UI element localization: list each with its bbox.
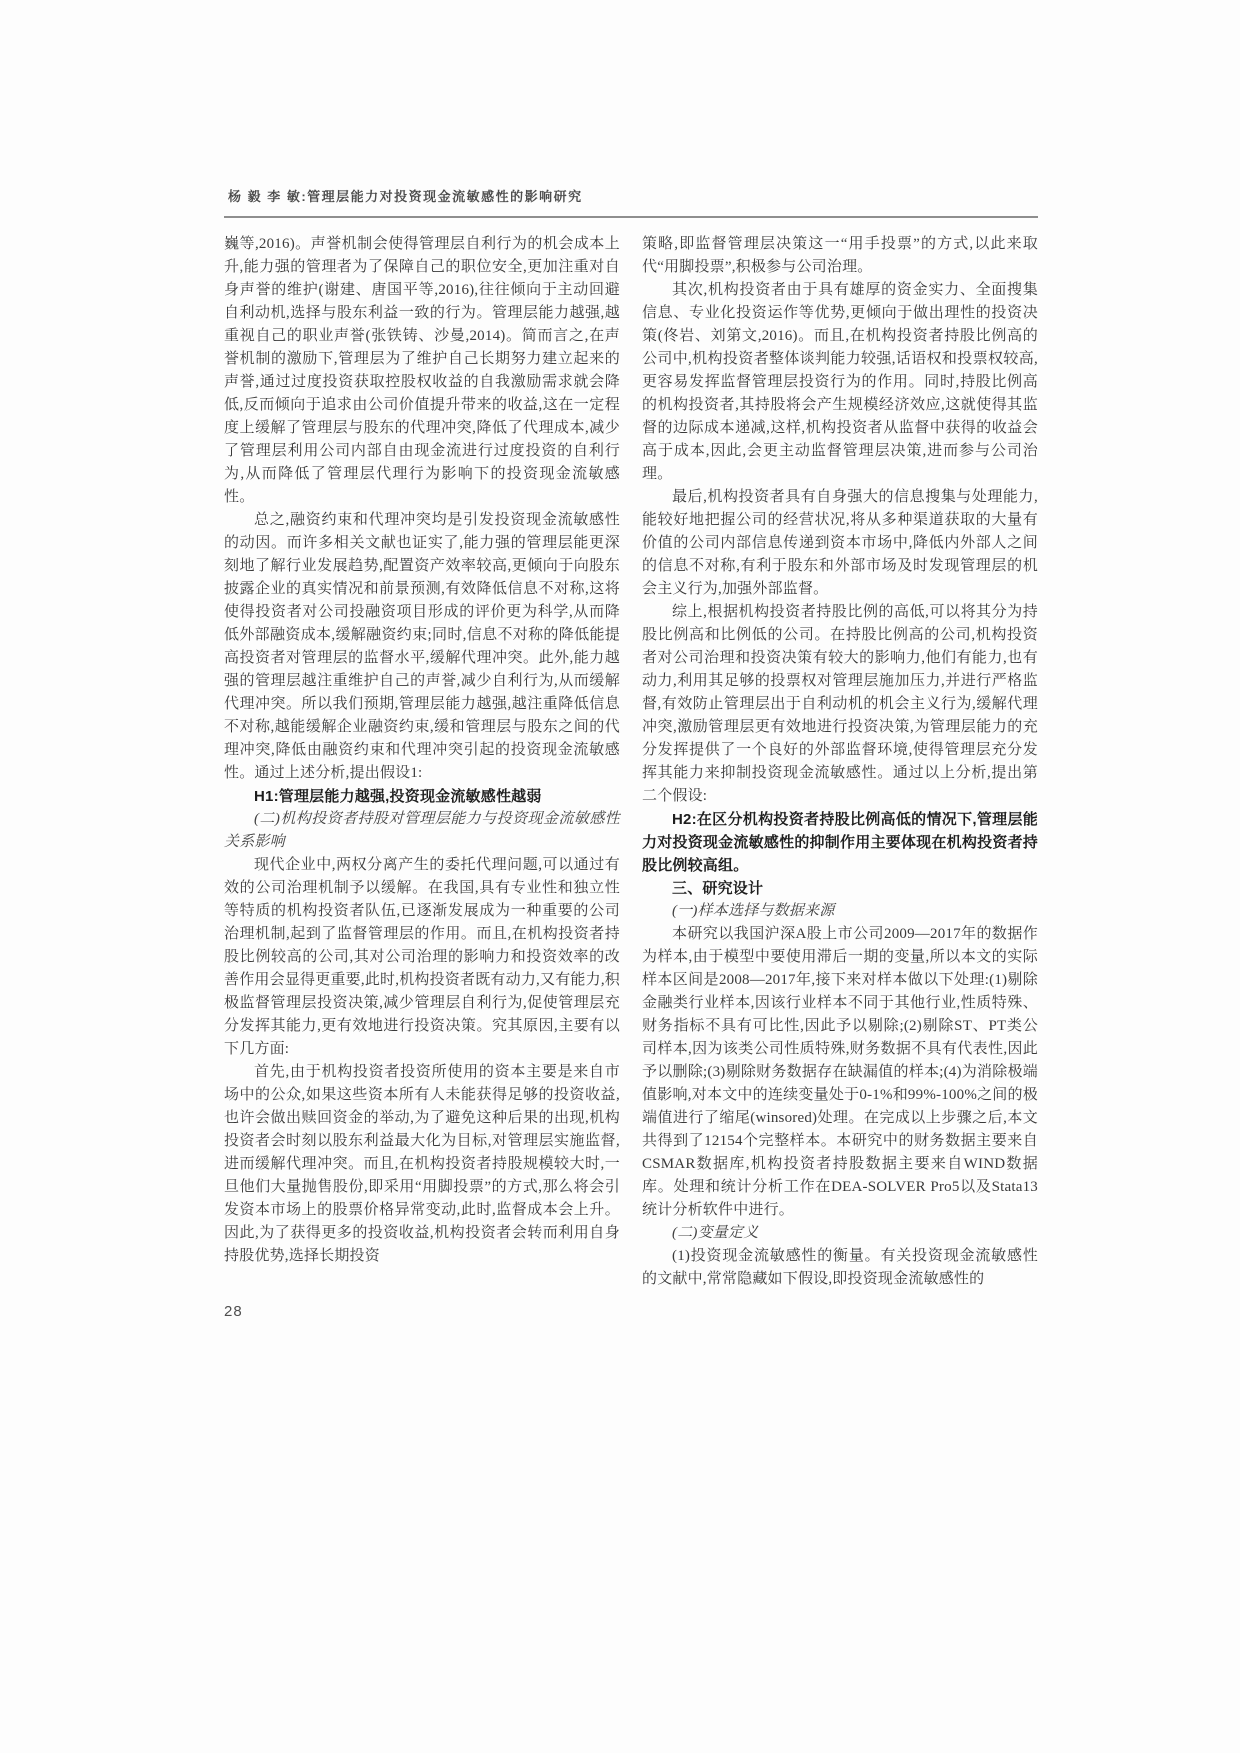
paragraph-first-reason: 首先,由于机构投资者投资所使用的资本主要是来自市场中的公众,如果这些资本所有人未能获得足够的投资收益,也许会做出赎回资金的举动,为了避免这种后果的出现,机构投资者会时刻以股东利益最大化为目标,对管理层实施监督,进而缓解代理冲突。而且,在机构投资者持股规模较大时,一旦他们大量抛售股份,即采用“用脚投票”的方式,那么将会引发资本市场上的股票价格异常变动,此时,监督成本会上升。因此,为了获得更多的投资收益,机构投资者会转而利用自身持股优势,选择长期投资 <box>224 1064 620 1264</box>
page-number: 28 <box>224 1303 243 1320</box>
paragraph-second-reason: 其次,机构投资者由于具有雄厚的资金实力、全面搜集信息、专业化投资运作等优势,更倾向于做出理性的投资决策(佟岩、刘第文,2016)。而且,在机构投资者持股比例高的公司中,机构投资者整体谈判能力较强,话语权和投票权较高,更容易发挥监督管理层投资行为的作用。同时,持股比例高的机构投资者,其持股将会产生规模经济效应,这就使得其监督的边际成本递减,这样,机构投资者从监督中获得的收益会高于成本,因此,会更主动监督管理层决策,进而参与公司治理。 <box>642 282 1038 482</box>
paragraph-conclusion-holding-ratio: 综上,根据机构投资者持股比例的高低,可以将其分为持股比例高和比例低的公司。在持股比例高的公司,机构投资者对公司治理和投资决策有较大的影响力,他们有能力,也有动力,利用其足够的投票权对管理层施加压力,并进行严格监督,有效防止管理层出于自利动机的机会主义行为,缓解代理冲突,激励管理层更有效地进行投资决策,为管理层能力的充分发挥提供了一个良好的外部监督环境,使得管理层充分发挥其能力来抑制投资现金流敏感性。通过以上分析,提出第二个假设: <box>642 604 1038 804</box>
section-heading-research-design: 三、研究设计 <box>672 880 764 897</box>
hypothesis-h1: H1:管理层能力越强,投资现金流敏感性越弱 <box>254 788 542 805</box>
left-column <box>224 233 620 1291</box>
article-columns <box>224 233 1038 1291</box>
paragraph-summary-financing-agency: 总之,融资约束和代理冲突均是引发投资现金流敏感性的动因。而许多相关文献也证实了,能力强的管理层能更深刻地了解行业发展趋势,配置资产效率较高,更倾向于向股东披露企业的真实情况和前景预测,有效降低信息不对称,这将使得投资者对公司投融资项目形成的评价更为科学,从而降低外部融资成本,缓解融资约束;同时,信息不对称的降低能提高投资者对管理层的监督水平,缓解代理冲突。此外,能力越强的管理层越注重维护自己的声誉,减少自利行为,从而缓解代理冲突。所以我们预期,管理层能力越强,越注重降低信息不对称,越能缓解企业融资约束,缓和管理层与股东之间的代理冲突,降低由融资约束和代理冲突引起的投资现金流敏感性。通过上述分析,提出假设1: <box>224 512 620 781</box>
paragraph-modern-firms: 现代企业中,两权分离产生的委托代理问题,可以通过有效的公司治理机制予以缓解。在我国,具有专业性和独立性等特质的机构投资者队伍,已逐渐发展成为一种重要的公司治理机制,起到了监督管理层的作用。而且,在机构投资者持股比例较高的公司,其对公司治理的影响力和投资效率的改善作用会显得更重要,此时,机构投资者既有动力,又有能力,积极监督管理层投资决策,减少管理层自利行为,促使管理层充分发挥其能力,更有效地进行投资决策。究其原因,主要有以下几方面: <box>224 857 620 1057</box>
paragraph-icfs-measure: (1)投资现金流敏感性的衡量。有关投资现金流敏感性的文献中,常常隐藏如下假设,即投资现金流敏感性的 <box>642 1248 1038 1287</box>
hypothesis-h2: H2:在区分机构投资者持股比例高低的情况下,管理层能力对投资现金流敏感性的抑制作用主要体现在机构投资者持股比例较高组。 <box>642 811 1038 874</box>
running-header: 杨 毅 李 敏:管理层能力对投资现金流敏感性的影响研究 <box>228 189 583 204</box>
header-rule-divider <box>224 216 1038 218</box>
subheading-variable-definition: (二)变量定义 <box>672 1225 759 1241</box>
paragraph-sample-selection: 本研究以我国沪深A股上市公司2009—2017年的数据作为样本,由于模型中要使用滞后一期的变量,所以本文的实际样本区间是2008—2017年,接下来对样本做以下处理:(1)剔除金融类行业样本,因该行业样本不同于其他行业,性质特殊、财务指标不具有可比性,因此予以剔除;(2)剔除ST、PT类公司样本,因为该类公司性质特殊,财务数据不具有代表性,因此予以删除;(3)剔除财务数据存在缺漏值的样本;(4)为消除极端值影响,对本文中的连续变量处于0-1%和99%-100%之间的极端值进行了缩尾(winsored)处理。在完成以上步骤之后,本文共得到了12154个完整样本。本研究中的财务数据主要来自CSMAR数据库,机构投资者持股数据主要来自WIND数据库。处理和统计分析工作在DEA-SOLVER Pro5以及Stata13统计分析软件中进行。 <box>642 926 1038 1218</box>
paragraph-third-reason: 最后,机构投资者具有自身强大的信息搜集与处理能力,能较好地把握公司的经营状况,将从多种渠道获取的大量有价值的公司内部信息传递到资本市场中,降低内外部人之间的信息不对称,有利于股东和外部市场及时发现管理层的机会主义行为,加强外部监督。 <box>642 489 1038 597</box>
right-column <box>642 233 1038 1291</box>
subheading-sample-data-source: (一)样本选择与数据来源 <box>672 903 835 919</box>
subheading-institutional-holding: (二)机构投资者持股对管理层能力与投资现金流敏感性关系影响 <box>224 811 620 850</box>
paragraph-vote-by-hand: 策略,即监督管理层决策这一“用手投票”的方式,以此来取代“用脚投票”,积极参与公司治理。 <box>642 236 1038 275</box>
paragraph-reputation-mechanism: 巍等,2016)。声誉机制会使得管理层自利行为的机会成本上升,能力强的管理者为了保障自己的职位安全,更加注重对自身声誉的维护(谢建、唐国平等,2016),往往倾向于主动回避自利动机,选择与股东利益一致的行为。管理层能力越强,越重视自己的职业声誉(张铁铸、沙曼,2014)。简而言之,在声誉机制的激励下,管理层为了维护自己长期努力建立起来的声誉,通过过度投资获取控股权收益的自我激励需求就会降低,反而倾向于追求由公司价值提升带来的收益,这在一定程度上缓解了管理层与股东的代理冲突,降低了代理成本,减少了管理层利用公司内部自由现金流进行过度投资的自利行为,从而降低了管理层代理行为影响下的投资现金流敏感性。 <box>224 236 620 505</box>
